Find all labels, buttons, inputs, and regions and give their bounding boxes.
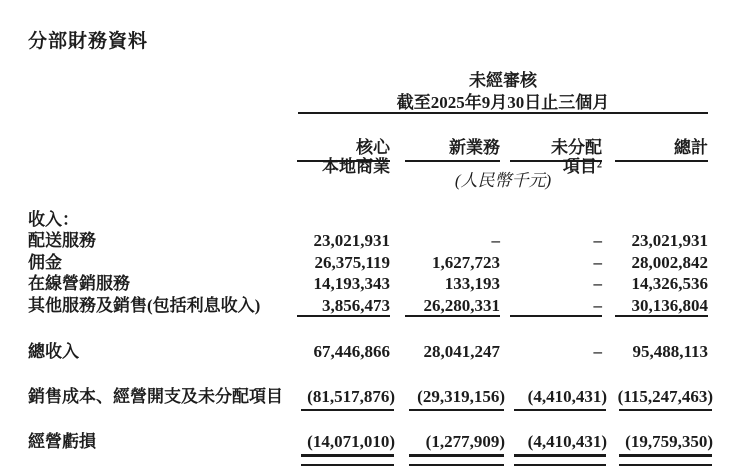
value-total: 23,021,931 <box>631 231 708 250</box>
value-core-local-commerce: 14,193,343 <box>313 274 390 293</box>
value-unallocated-items: (4,410,431) <box>527 432 607 451</box>
row-label: 配送服務 <box>28 231 96 250</box>
value-new-initiatives: (1,277,909) <box>425 432 505 451</box>
subtotal-rules-row <box>28 409 708 411</box>
column-header-line2: 總計 <box>674 138 708 157</box>
column-rule <box>615 315 708 317</box>
value-core-local-commerce: 23,021,931 <box>313 231 390 250</box>
value-new-initiatives: – <box>491 231 500 250</box>
column-rule <box>409 409 504 411</box>
value-core-local-commerce: (81,517,876) <box>307 387 395 406</box>
unaudited-label: 未經審核 <box>469 71 537 90</box>
column-rule <box>510 315 602 317</box>
column-rule <box>405 160 500 162</box>
column-header-total <box>602 119 708 157</box>
table-row-other-services-and-sales <box>28 295 708 316</box>
value-new-initiatives: 1,627,723 <box>432 252 500 272</box>
value-new-initiatives: 26,280,331 <box>423 295 500 315</box>
value-total: (115,247,463) <box>617 387 713 406</box>
double-rule <box>619 454 712 466</box>
column-header-rules-row <box>28 160 708 162</box>
value-total: 28,002,842 <box>631 252 708 272</box>
value-total: 30,136,804 <box>631 295 708 315</box>
value-core-local-commerce: (14,071,010) <box>307 432 395 451</box>
double-rule <box>301 454 394 466</box>
table-row-operating-loss <box>28 431 713 452</box>
double-rule <box>409 454 504 466</box>
value-total: 14,326,536 <box>631 274 708 293</box>
currency-unit-note: (人民幣千元) <box>454 171 552 190</box>
value-core-local-commerce: 3,856,473 <box>322 295 390 315</box>
column-header-line2: 本地商業 <box>322 157 390 176</box>
value-core-local-commerce: 67,446,866 <box>313 342 390 361</box>
column-rule <box>619 409 712 411</box>
table-row-delivery-services <box>28 230 708 251</box>
value-total: (19,759,350) <box>625 432 713 451</box>
row-label: 收入： <box>28 210 79 229</box>
subtotal-rules-row <box>28 315 708 317</box>
table-row-revenues-section <box>28 209 708 230</box>
row-label: 銷售成本、經營開支及未分配項目 <box>28 387 283 406</box>
value-unallocated-items: – <box>593 231 602 250</box>
column-rule <box>510 160 602 162</box>
row-label: 經營虧損 <box>28 432 96 451</box>
period-label: 截至2025年9月30日止三個月 <box>396 92 610 112</box>
value-new-initiatives: 28,041,247 <box>423 342 500 361</box>
table-row-online-marketing-services <box>28 273 708 294</box>
value-unallocated-items: (4,410,431) <box>527 387 607 406</box>
column-header-new-initiatives <box>390 119 500 157</box>
column-header-line2: 項目² <box>562 157 602 176</box>
value-new-initiatives: 133,193 <box>444 274 500 293</box>
period-header <box>298 70 708 113</box>
value-unallocated-items: – <box>593 252 602 272</box>
column-rule <box>405 315 500 317</box>
column-header-line1 <box>602 119 708 138</box>
value-new-initiatives: (29,319,156) <box>417 387 505 406</box>
grand-total-double-rules-row <box>28 454 708 466</box>
column-header-line1 <box>390 119 500 138</box>
column-rule <box>514 409 606 411</box>
value-core-local-commerce: 26,375,119 <box>314 252 390 272</box>
row-label: 在線營銷服務 <box>28 274 130 293</box>
value-unallocated-items: – <box>593 295 602 315</box>
page-title: 分部財務資料 <box>28 31 149 52</box>
table-row-commissions <box>28 252 708 273</box>
column-header-line1: 未分配 <box>551 138 602 157</box>
value-total: 95,488,113 <box>632 342 708 361</box>
table-row-total-revenues <box>28 341 708 362</box>
column-rule <box>615 160 708 162</box>
column-header-line1: 核心 <box>356 138 390 157</box>
header-top-rule <box>298 112 708 114</box>
table-row-cost-and-operating-expenses <box>28 386 713 407</box>
row-label: 佣金 <box>28 252 62 272</box>
row-label: 總收入 <box>28 342 79 361</box>
column-header-line2: 新業務 <box>449 138 500 157</box>
value-unallocated-items: – <box>593 274 602 293</box>
double-rule <box>514 454 606 466</box>
row-label: 其他服務及銷售(包括利息收入) <box>28 295 261 315</box>
column-rule <box>297 160 390 162</box>
column-rule <box>301 409 394 411</box>
value-unallocated-items: – <box>593 342 602 361</box>
column-rule <box>297 315 390 317</box>
